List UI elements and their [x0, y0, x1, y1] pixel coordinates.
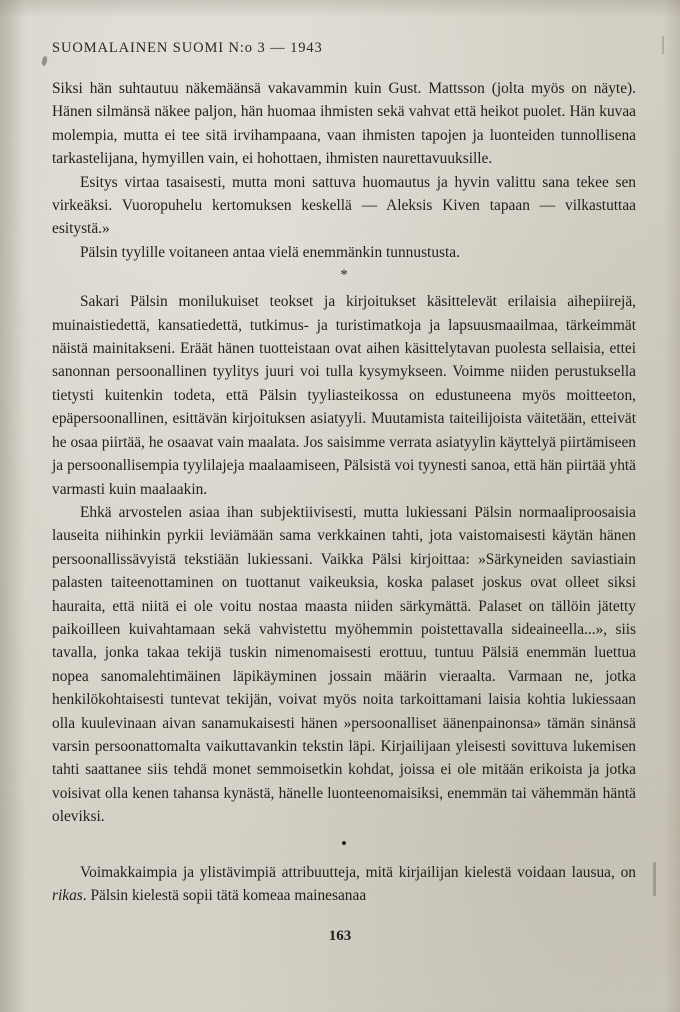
emphasized-word: rikas [52, 887, 83, 904]
paragraph-2: Esitys virtaa tasaisesti, mutta moni sattuva huomautus ja hyvin valittu sana tekee sen virkeäksi. Vuoropuhelu kertomuksen keskellä — Aleksis Kiven tapaan — vilkastuttaa esitystä.» [52, 173, 636, 238]
paragraph-5: Ehkä arvostelen asiaa ihan subjektiivisesti, mutta lukiessani Pälsin normaaliproosaisia lauseita niihinkin pyrkii leviämään sama verkkainen tahti, jota vaistomaisesti käytän hänen persoonallissävyistä tekstiään lukiessani. Vaikka Pälsi kirjoittaa: »Särkyneiden saviastiain palasten taiteenottaminen on tuottanut vaikeuksia, koska palaset joskus ovat olleet siksi hauraita, että niitä ei ole voitu nostaa maasta niiden särkymättä. Palaset on tällöin jätetty paikoilleen kuivahtamaan sekä vahvistettu myöhemmin poistettavalla sideaineella...», siis tavalla, jonka takaa tekijä tuskin nimenomaisesti erottuu, tuntuu Pälsiä enemmän luettua nopea sanomalehtimäinen läpikäyminen jossain määrin vieraalta. Varmaan ne, jotka henkilökohtaisesti tuntevat tekijän, voivat myös noita tarkoittamani laisia kohtia lukiessaan olla kuulevinaan aivan sanamukaisesti hänen »persoonalliset äänenpainonsa» tämän sinänsä varsin persoonattomalta vaikuttavankin tekstin läpi. Kirjailijaan yleisesti sovittuva lukemisen tahti saattanee siis tehdä monet semmoisetkin kohdat, joissa ei ole mitään erikoista ja jotka voisivat olla kenen tahansa kynästä, hänelle luonteenomaisiksi, enemmän tai vähemmän häntä oleviksi. [52, 503, 636, 826]
page-edge-shadow-top [0, 0, 680, 18]
page-content [52, 40, 636, 907]
paragraph-1: Siksi hän suhtautuu näkemäänsä vakavammin kuin Gust. Mattsson (jolta myös on näyte). Hänen silmänsä näkee paljon, hän huomaa ihmisten sekä vahvat että heikot puolet. Hän kuvaa molempia, mutta ei tee sitä irvihampaana, vaan ihmisten tapojen ja luonteiden tunnollisena tarkastelijana, hymyillen vain, ei hohottaen, ihmisten naurettavuuksille. [52, 80, 636, 168]
body-text-column [52, 77, 636, 907]
page-number: 163 [328, 928, 352, 944]
paragraph-6: Voimakkaimpia ja ylistävimpiä attribuutteja, mitä kirjailijan kielestä voidaan lausua, on rikas. Pälsin kielestä sopii tätä komeaa mainesanaa [52, 863, 636, 904]
ink-streak-mark [653, 862, 656, 896]
section-separator-dot: • [341, 833, 347, 853]
paragraph-4: Sakari Pälsin monilukuiset teokset ja kirjoitukset käsittelevät erilaisia aihepiirejä, muinaistiedettä, kansatiedettä, tutkimus- ja turistimatkoja ja lapsuusmaailmaa, tärkeimmät näistä mainitakseni. Eräät hänen tuotteistaan ovat aihen käsittelytavan puolesta sellaisia, ettei sanonnan persoonallinen tyylitys juuri voi tulla kysymykseen. Voimme niiden perustuksella tietysti kuitenkin todeta, että Pälsin tyyliasteikossa on edustuneena myös moitteeton, epäpersoonallinen, esittävän kirjoituksen asiatyyli. Muutamista taiteilijoista väitetään, etteivät he osaa piirtää, he osaavat vain maalata. Jos saisimme verrata asiatyylin käyttelyä piirtämiseen ja persoonallisempia tyylilajeja maalaamiseen, Pälsistä voi tyynesti sanoa, että hän piirtää yhtä varmasti kuin maalaakin. [52, 293, 636, 498]
ink-smudge-mark [41, 56, 48, 67]
page-edge-shadow-left [0, 0, 26, 1012]
ink-speck-mark [662, 36, 664, 54]
section-separator-asterisk: * [340, 267, 348, 284]
paragraph-3: Pälsin tyylille voitaneen antaa vielä enemmänkin tunnustusta. [80, 243, 460, 261]
running-head: SUOMALAINEN SUOMI N:o 3 — 1943 [52, 40, 323, 56]
page-edge-shadow-right [664, 0, 680, 1012]
